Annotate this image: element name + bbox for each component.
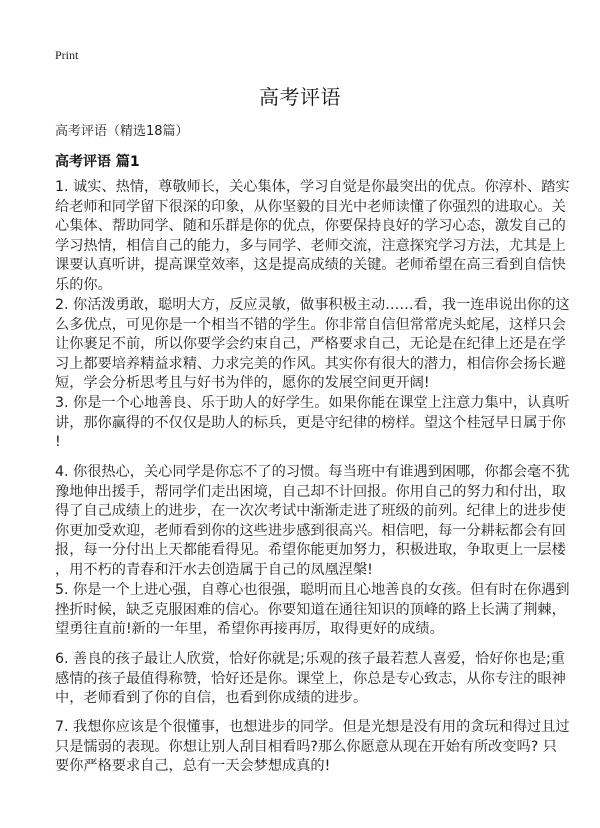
section-heading: 高考评语 篇1 [55, 154, 140, 170]
comment-paragraph-6 [55, 650, 566, 709]
page-title: 高考评语 [259, 85, 341, 109]
document-subtitle: 高考评语（精选18篇） [55, 124, 189, 139]
paragraph-line: 乐的你。 [55, 276, 112, 293]
paragraph-line: ! [55, 434, 61, 451]
paragraph-line: 只是懦弱的表现。你想让别人刮目相看吗?那么你愿意从现在开始有所改变吗? 只 [55, 738, 557, 755]
paragraph-line: 6. 善良的孩子最让人欣赏，恰好你就是;乐观的孩子最若惹人喜爱，恰好你也是;重 [55, 651, 565, 667]
paragraph-line: 让你裹足不前，所以你要学会约束自己，严格要求自己，无论是在纪律上还是在学 [55, 336, 566, 353]
paragraph-line: 感情的孩子最值得称赞，恰好还是你。课堂上，你总是专心致志，从你专注的眼神 [55, 670, 566, 687]
paragraph-line: ，用不朽的青春和汗水去创造属于自己的凤凰涅槃! [55, 561, 373, 578]
paragraph-line: 得了自己成绩上的进步，在一次次考试中渐渐走进了班级的前列。纪律上的进步使 [55, 503, 566, 520]
paragraph-line: 2. 你活泼勇敢，聪明大方，反应灵敏，做事积极主动……看，我一连串说出你的这 [55, 297, 570, 313]
paragraph-line: 短，学会分析思考且与好书为伴的，愿你的发展空间更开阔! [55, 375, 430, 392]
paragraph-line: 你更加受欢迎，老师看到你的这些进步感到很高兴。相信吧，每一分耕耘都会有回 [55, 522, 566, 539]
paragraph-line: 挫折时候，缺乏克服困难的信心。你要知道在通往知识的顶峰的路上长满了荆棘， [55, 601, 566, 618]
paragraph-line: 7. 我想你应该是个很懂事，也想进步的同学。但是光想是没有用的贪玩和得过且过 [55, 719, 570, 735]
paragraph-line: 课要认真听讲，提高课堂效率，这是提高成绩的关键。老师希望在高三看到自信快 [55, 257, 566, 274]
paragraph-line: 5. 你是一个上进心强，自尊心也很强，聪明而且心地善良的女孩。但有时在你遇到 [55, 582, 570, 598]
comment-paragraph-5 [55, 581, 570, 640]
print-link[interactable]: Print [55, 48, 79, 62]
comment-paragraph-3 [55, 394, 570, 453]
comment-paragraph-2 [55, 296, 570, 394]
comment-paragraph-1 [55, 178, 570, 296]
paragraph-line: 报，每一分付出上天都能看得见。希望你能更加努力，积极进取，争取更上一层楼 [55, 542, 566, 559]
paragraph-line: 讲，那你赢得的不仅仅是助人的标兵，更是守纪律的榜样。望这个桂冠早日属于你 [55, 414, 566, 431]
comment-paragraph-7 [55, 718, 570, 777]
paragraph-line: 4. 你很热心，关心同学是你忘不了的习惯。每当班中有谁遇到困哪，你都会毫不犹 [55, 464, 570, 480]
paragraph-line: 中，老师看到了你的自信，也看到你成绩的进步。 [55, 690, 368, 707]
paragraph-line: 望勇往直前!新的一年里，希望你再接再厉，取得更好的成绩。 [55, 621, 444, 638]
paragraph-line: 3. 你是一个心地善良、乐于助人的好学生。如果你能在课堂上注意力集中，认真听 [55, 395, 570, 411]
comment-paragraph-4 [55, 463, 570, 581]
paragraph-line: 给老师和同学留下很深的印象，从你坚毅的目光中老师读懂了你强烈的进取心。关 [55, 198, 566, 215]
paragraph-line: 要你严格要求自己，总有一天会梦想成真的! [55, 758, 331, 775]
paragraph-line: 豫地伸出援手，帮同学们走出困境，自己却不计回报。你用自己的努力和付出，取 [55, 483, 566, 500]
paragraph-line: 学习热情，相信自己的能力，多与同学、老师交流，注意探究学习方法，尤其是上 [55, 237, 566, 254]
paragraph-line: 心集体、帮助同学、随和乐群是你的优点，你要保持良好的学习心态，激发自己的 [55, 218, 566, 235]
paragraph-line: 1. 诚实、热情，尊敬师长，关心集体，学习自觉是你最突出的优点。你淳朴、踏实 [55, 179, 570, 195]
paragraph-line: 习上都要培养精益求精、力求完美的作风。其实你有很大的潜力，相信你会扬长避 [55, 355, 566, 372]
paragraph-line: 么多优点，可见你是一个相当不错的学生。你非常自信但常常虎头蛇尾，这样只会 [55, 316, 566, 333]
